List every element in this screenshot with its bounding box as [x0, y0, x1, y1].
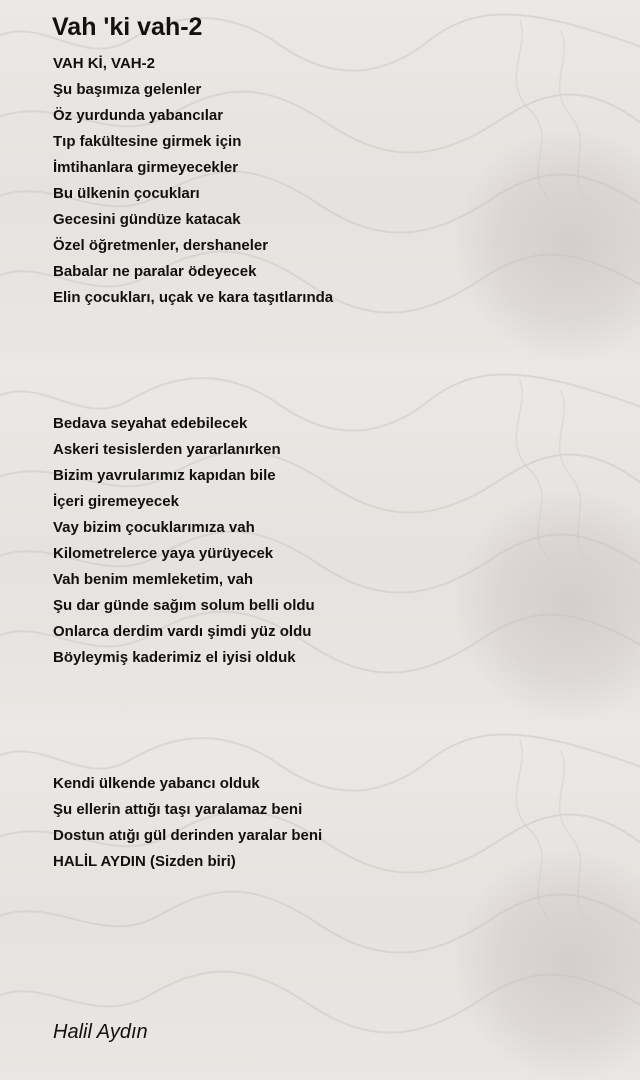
poem-line: Kilometrelerce yaya yürüyecek [53, 545, 274, 562]
poem-title: Vah 'ki vah-2 [52, 13, 203, 41]
poem-stanza [53, 51, 333, 311]
poem-line: Vay bizim çocuklarımıza vah [53, 519, 255, 536]
poem-stanza [53, 411, 315, 671]
poem-line: Öz yurdunda yabancılar [53, 107, 224, 124]
poem-line: Dostun atığı gül derinden yaralar beni [53, 827, 323, 844]
poem-line: Şu ellerin attığı taşı yaralamaz beni [53, 801, 303, 818]
poem-line: Askeri tesislerden yararlanırken [53, 441, 281, 458]
poem-line: Elin çocukları, uçak ve kara taşıtlarında [53, 289, 334, 306]
poem-stanza [53, 771, 322, 875]
poem-line: HALİL AYDIN (Sizden biri) [53, 853, 236, 870]
poem-line: Bu ülkenin çocukları [53, 185, 200, 202]
poem-line: Bedava seyahat edebilecek [53, 415, 248, 432]
poem-line: Şu başımıza gelenler [53, 81, 202, 98]
poem-line: Bizim yavrularımız kapıdan bile [53, 467, 276, 484]
poem-line: Şu dar günde sağım solum belli oldu [53, 597, 315, 614]
poem-line: VAH Kİ, VAH-2 [53, 55, 155, 72]
poem-line: Özel öğretmenler, dershaneler [53, 237, 269, 254]
poem-line: Vah benim memleketim, vah [53, 571, 254, 588]
poem-line: İmtihanlara girmeyecekler [53, 159, 239, 176]
poem-line: Babalar ne paralar ödeyecek [53, 263, 257, 280]
poem-line: Tıp fakültesine girmek için [53, 133, 242, 150]
poem-author: Halil Aydın [53, 1021, 148, 1043]
poem-line: Böyleymiş kaderimiz el iyisi olduk [53, 649, 296, 666]
poem-line: Gecesini gündüze katacak [53, 211, 241, 228]
poem-line: Kendi ülkende yabancı olduk [53, 775, 260, 792]
poem-line: İçeri giremeyecek [53, 493, 179, 510]
poem-line: Onlarca derdim vardı şimdi yüz oldu [53, 623, 312, 640]
